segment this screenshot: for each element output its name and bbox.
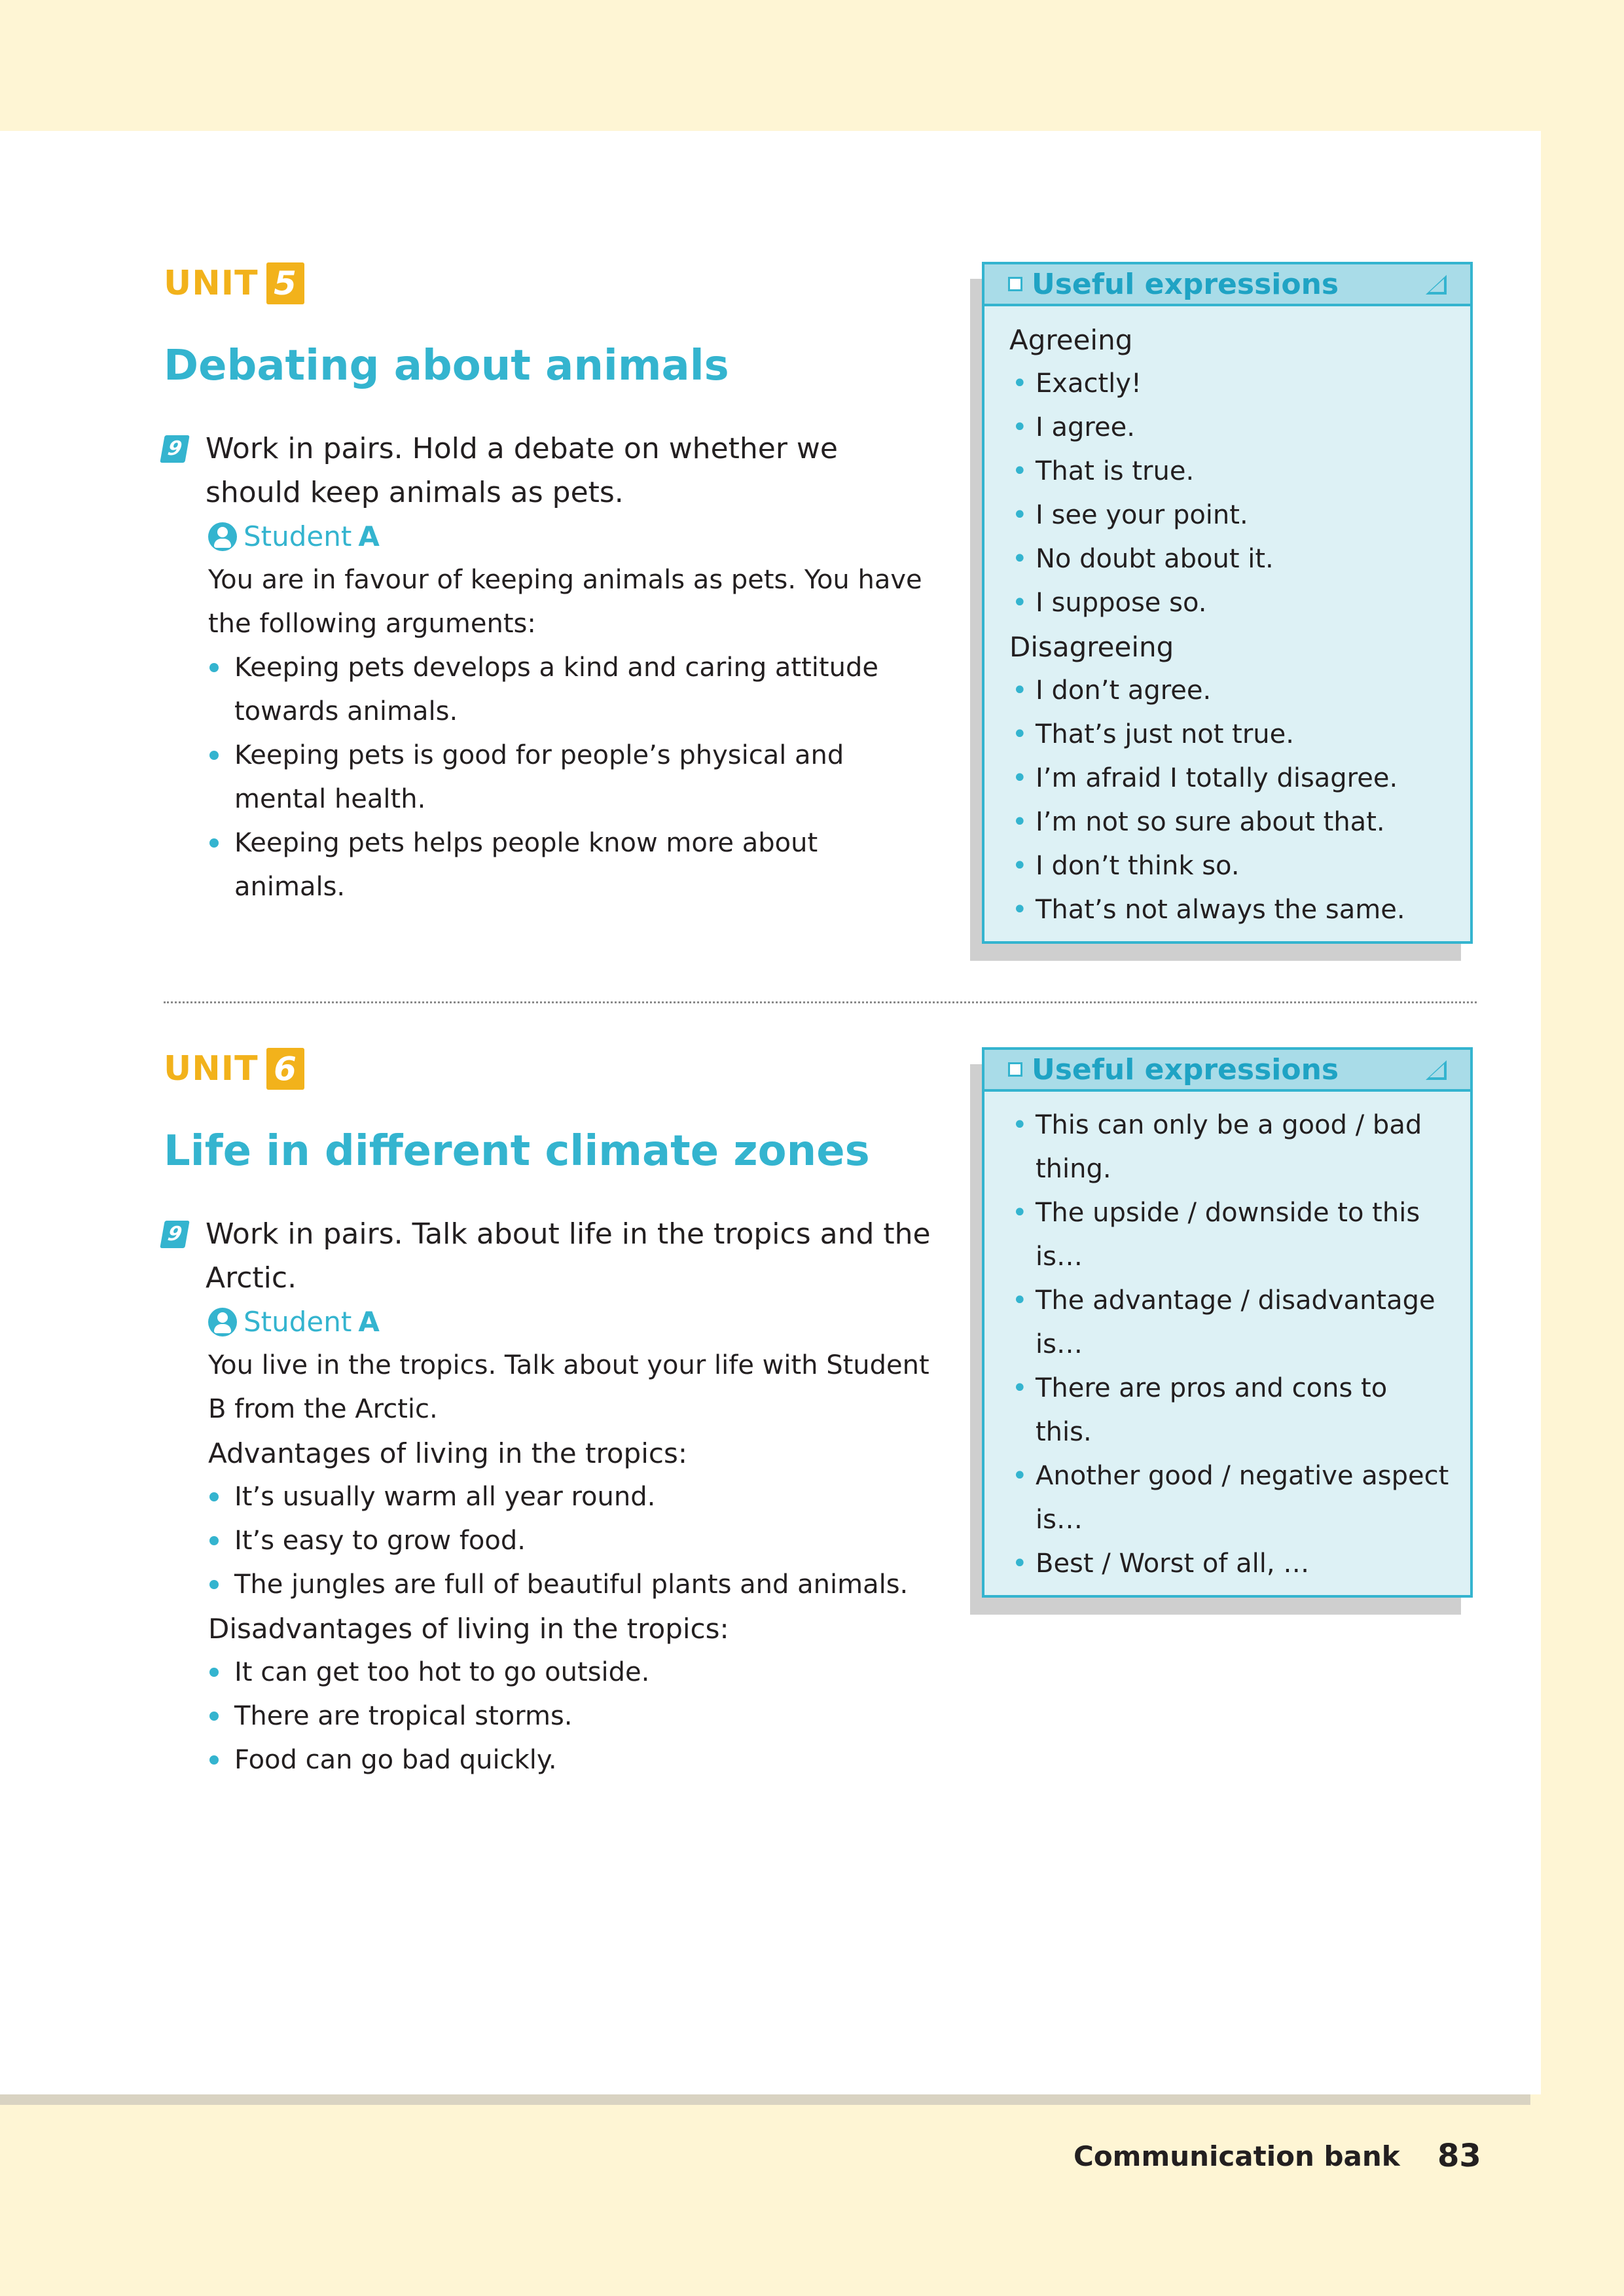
task-unit-6 — [162, 1212, 935, 1782]
list-item: It can get too hot to go outside. — [208, 1651, 935, 1695]
list-item: • I agree. — [1009, 406, 1451, 450]
task-number-badge: 9 — [160, 1221, 189, 1248]
list-item: It’s usually warm all year round. — [208, 1475, 935, 1519]
useful-expressions-box — [982, 1047, 1473, 1598]
footer-section-title: Communication bank — [1074, 2140, 1400, 2172]
list-item: • I don’t think so. — [1009, 844, 1451, 888]
useful-expressions-title: Useful expressions — [1032, 267, 1339, 301]
student-letter: A — [358, 520, 380, 552]
list-item: It’s easy to grow food. — [208, 1519, 935, 1563]
list-item: • Best / Worst of all, … — [1009, 1542, 1451, 1586]
useful-expressions-unit-5 — [982, 262, 1473, 944]
student-label — [208, 514, 935, 558]
useful-expressions-header — [984, 1050, 1470, 1092]
student-word: Student — [244, 1306, 352, 1338]
list-item: • This can only be a good / bad thing. — [1009, 1103, 1451, 1191]
corner-triangle-icon — [1426, 275, 1447, 295]
section-title-unit-5: Debating about animals — [164, 342, 729, 390]
list-item: • No doubt about it. — [1009, 537, 1451, 581]
instruction-text: Work in pairs. Talk about life in the tropics and the Arctic. — [206, 1217, 931, 1295]
list-item: • The advantage / disadvantage is… — [1009, 1279, 1451, 1367]
useful-expressions-header — [984, 264, 1470, 306]
checkbox-icon — [1008, 1062, 1022, 1077]
list-item: • I see your point. — [1009, 493, 1451, 537]
list-item: • I suppose so. — [1009, 581, 1451, 625]
intro-text: You are in favour of keeping animals as pets. You have the following arguments: — [208, 565, 922, 639]
disagreeing-list — [1009, 669, 1451, 932]
advantages-heading: Advantages of living in the tropics: — [208, 1437, 688, 1469]
unit-number-badge: 6 — [266, 1048, 304, 1090]
unit-5-heading — [164, 260, 304, 306]
page-number: 83 — [1437, 2138, 1481, 2174]
intro-text: You live in the tropics. Talk about your life with Student B from the Arctic. — [208, 1350, 929, 1424]
unit-6-heading — [164, 1046, 304, 1092]
list-item: Keeping pets develops a kind and caring attitude towards animals. — [208, 646, 935, 734]
person-icon — [208, 1308, 237, 1336]
group-heading: Agreeing — [1009, 324, 1133, 356]
checkbox-icon — [1008, 277, 1022, 291]
arguments-list — [208, 646, 935, 909]
unit-label: UNIT — [164, 1049, 259, 1088]
list-item: • I’m not so sure about that. — [1009, 800, 1451, 844]
list-item: • Exactly! — [1009, 362, 1451, 406]
list-item: Keeping pets is good for people’s physical and mental health. — [208, 734, 935, 821]
section-title-unit-6: Life in different climate zones — [164, 1127, 870, 1175]
list-item: • I’m afraid I totally disagree. — [1009, 757, 1451, 800]
task-instruction — [162, 427, 935, 514]
student-letter: A — [358, 1306, 380, 1338]
person-icon — [208, 522, 237, 551]
list-item: • That’s not always the same. — [1009, 888, 1451, 932]
list-item: • The upside / downside to this is… — [1009, 1191, 1451, 1279]
advantages-list — [208, 1475, 935, 1607]
list-item: Food can go bad quickly. — [208, 1738, 935, 1782]
list-item: • Another good / negative aspect is… — [1009, 1454, 1451, 1542]
list-item: • I don’t agree. — [1009, 669, 1451, 713]
list-item: There are tropical storms. — [208, 1695, 935, 1738]
list-item: • That’s just not true. — [1009, 713, 1451, 757]
corner-triangle-icon — [1426, 1060, 1447, 1080]
expressions-list — [1009, 1103, 1451, 1586]
unit-label: UNIT — [164, 264, 259, 303]
task-body — [162, 1300, 935, 1782]
agreeing-list — [1009, 362, 1451, 625]
student-label — [208, 1300, 935, 1344]
task-unit-5 — [162, 427, 935, 909]
instruction-text: Work in pairs. Hold a debate on whether we should keep animals as pets. — [206, 432, 838, 509]
task-body — [162, 514, 935, 909]
list-item: • There are pros and cons to this. — [1009, 1367, 1451, 1454]
useful-expressions-box — [982, 262, 1473, 944]
task-instruction — [162, 1212, 935, 1300]
task-number-badge: 9 — [160, 435, 189, 463]
list-item: • That is true. — [1009, 450, 1451, 493]
group-heading: Disagreeing — [1009, 631, 1174, 663]
unit-number-badge: 5 — [266, 262, 304, 304]
footer-rule — [0, 2094, 1530, 2105]
list-item: Keeping pets helps people know more about animals. — [208, 821, 935, 909]
list-item: The jungles are full of beautiful plants and animals. — [208, 1563, 935, 1607]
useful-expressions-content — [984, 1092, 1470, 1595]
disadvantages-heading: Disadvantages of living in the tropics: — [208, 1613, 729, 1645]
student-word: Student — [244, 520, 352, 552]
useful-expressions-title: Useful expressions — [1032, 1052, 1339, 1086]
useful-expressions-content — [984, 306, 1470, 941]
disadvantages-list — [208, 1651, 935, 1782]
useful-expressions-unit-6 — [982, 1047, 1473, 1598]
section-divider — [164, 1001, 1477, 1003]
